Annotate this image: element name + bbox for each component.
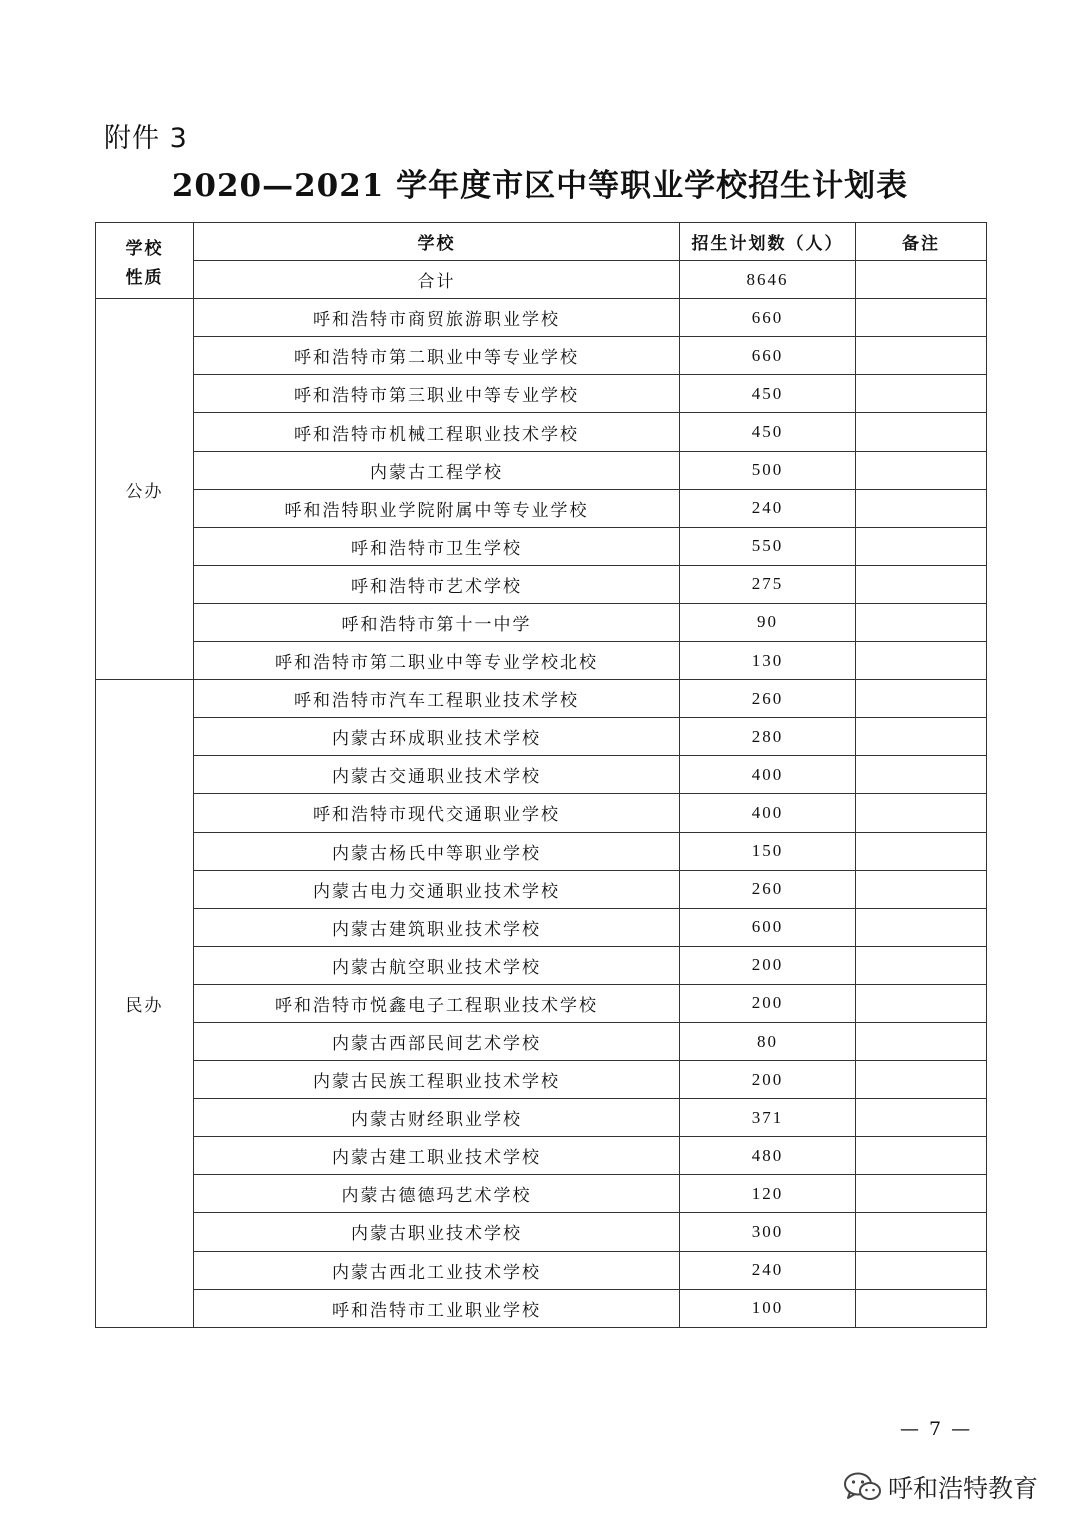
table-row: [96, 870, 987, 908]
table-row: [96, 603, 987, 641]
plan-count-cell: 500: [680, 451, 856, 489]
school-name-cell: 内蒙古西部民间艺术学校: [194, 1022, 680, 1060]
table-row: [96, 1175, 987, 1213]
table-row: [96, 946, 987, 984]
school-name-cell: 内蒙古财经职业学校: [194, 1099, 680, 1137]
remark-cell: [856, 1022, 987, 1060]
remark-cell: [856, 946, 987, 984]
plan-count-cell: 100: [680, 1289, 856, 1327]
school-name-cell: 内蒙古德德玛艺术学校: [194, 1175, 680, 1213]
school-name-cell: 内蒙古环成职业技术学校: [194, 718, 680, 756]
table-row: [96, 337, 987, 375]
table-row: [96, 756, 987, 794]
remark-cell: [856, 451, 987, 489]
school-nature-cell: 民办: [96, 680, 194, 1328]
header-plan-count: 招生计划数（人）: [680, 223, 856, 261]
school-name-cell: 内蒙古电力交通职业技术学校: [194, 870, 680, 908]
school-name-cell: 呼和浩特市现代交通职业学校: [194, 794, 680, 832]
remark-cell: [856, 1213, 987, 1251]
remark-cell: [856, 1289, 987, 1327]
school-name-cell: 内蒙古职业技术学校: [194, 1213, 680, 1251]
remark-cell: [856, 832, 987, 870]
watermark: [842, 1469, 1038, 1505]
table-row: [96, 794, 987, 832]
wechat-icon: [842, 1469, 882, 1505]
remark-cell: [856, 603, 987, 641]
plan-count-cell: 200: [680, 1061, 856, 1099]
table-row: [96, 1022, 987, 1060]
plan-count-cell: 240: [680, 489, 856, 527]
plan-count-cell: 450: [680, 413, 856, 451]
plan-count-cell: 130: [680, 642, 856, 680]
remark-cell: [856, 1099, 987, 1137]
school-name-cell: 呼和浩特市第三职业中等专业学校: [194, 375, 680, 413]
school-name-cell: 呼和浩特市艺术学校: [194, 565, 680, 603]
table-row: [96, 680, 987, 718]
header-remark: 备注: [856, 223, 987, 261]
school-name-cell: 内蒙古西北工业技术学校: [194, 1251, 680, 1289]
enrollment-plan-table: [95, 222, 987, 1328]
table-row: [96, 299, 987, 337]
plan-count-cell: 275: [680, 565, 856, 603]
table-row: [96, 832, 987, 870]
remark-cell: [856, 870, 987, 908]
plan-count-cell: 150: [680, 832, 856, 870]
plan-count-cell: 260: [680, 680, 856, 718]
table-row: [96, 642, 987, 680]
school-name-cell: 呼和浩特市商贸旅游职业学校: [194, 299, 680, 337]
plan-count-cell: 200: [680, 946, 856, 984]
page-number: — 7 —: [900, 1418, 973, 1440]
remark-cell: [856, 565, 987, 603]
total-value: 8646: [680, 261, 856, 299]
remark-cell: [856, 489, 987, 527]
plan-count-cell: 400: [680, 756, 856, 794]
plan-count-cell: 120: [680, 1175, 856, 1213]
plan-count-cell: 660: [680, 299, 856, 337]
plan-count-cell: 450: [680, 375, 856, 413]
plan-count-cell: 200: [680, 984, 856, 1022]
table-row: [96, 1213, 987, 1251]
remark-cell: [856, 299, 987, 337]
school-name-cell: 内蒙古航空职业技术学校: [194, 946, 680, 984]
school-name-cell: 内蒙古民族工程职业技术学校: [194, 1061, 680, 1099]
header-row: [96, 223, 987, 261]
table-row: [96, 527, 987, 565]
table-row: [96, 1289, 987, 1327]
school-nature-cell: 公办: [96, 299, 194, 680]
remark-cell: [856, 375, 987, 413]
table-row: [96, 1137, 987, 1175]
table-row: [96, 718, 987, 756]
table-row: [96, 984, 987, 1022]
remark-cell: [856, 680, 987, 718]
school-name-cell: 呼和浩特市机械工程职业技术学校: [194, 413, 680, 451]
school-name-cell: 呼和浩特市第十一中学: [194, 603, 680, 641]
remark-cell: [856, 984, 987, 1022]
attachment-label: 附件 3: [104, 123, 188, 154]
remark-cell: [856, 1251, 987, 1289]
plan-count-cell: 260: [680, 870, 856, 908]
school-name-cell: 内蒙古建工职业技术学校: [194, 1137, 680, 1175]
remark-cell: [856, 337, 987, 375]
plan-count-cell: 300: [680, 1213, 856, 1251]
total-row: [96, 261, 987, 299]
page-title: 2020—2021 学年度市区中等职业学校招生计划表: [171, 168, 909, 204]
school-name-cell: 呼和浩特市汽车工程职业技术学校: [194, 680, 680, 718]
table-row: [96, 1099, 987, 1137]
plan-count-cell: 550: [680, 527, 856, 565]
school-name-cell: 呼和浩特职业学院附属中等专业学校: [194, 489, 680, 527]
table-row: [96, 451, 987, 489]
table-row: [96, 908, 987, 946]
total-remark: [856, 261, 987, 299]
remark-cell: [856, 756, 987, 794]
school-name-cell: 呼和浩特市第二职业中等专业学校北校: [194, 642, 680, 680]
school-name-cell: 呼和浩特市卫生学校: [194, 527, 680, 565]
school-name-cell: 呼和浩特市悦鑫电子工程职业技术学校: [194, 984, 680, 1022]
header-school: 学校: [194, 223, 680, 261]
plan-count-cell: 400: [680, 794, 856, 832]
remark-cell: [856, 527, 987, 565]
table-row: [96, 413, 987, 451]
school-name-cell: 内蒙古交通职业技术学校: [194, 756, 680, 794]
total-label: 合计: [194, 261, 680, 299]
table-row: [96, 1061, 987, 1099]
table-row: [96, 1251, 987, 1289]
plan-count-cell: 90: [680, 603, 856, 641]
table-row: [96, 489, 987, 527]
remark-cell: [856, 1137, 987, 1175]
plan-count-cell: 600: [680, 908, 856, 946]
plan-count-cell: 371: [680, 1099, 856, 1137]
plan-count-cell: 480: [680, 1137, 856, 1175]
plan-count-cell: 280: [680, 718, 856, 756]
table-row: [96, 565, 987, 603]
remark-cell: [856, 1061, 987, 1099]
remark-cell: [856, 413, 987, 451]
table-row: [96, 375, 987, 413]
remark-cell: [856, 794, 987, 832]
school-name-cell: 内蒙古工程学校: [194, 451, 680, 489]
plan-count-cell: 660: [680, 337, 856, 375]
plan-count-cell: 240: [680, 1251, 856, 1289]
school-name-cell: 内蒙古建筑职业技术学校: [194, 908, 680, 946]
remark-cell: [856, 1175, 987, 1213]
remark-cell: [856, 718, 987, 756]
remark-cell: [856, 642, 987, 680]
school-name-cell: 呼和浩特市第二职业中等专业学校: [194, 337, 680, 375]
remark-cell: [856, 908, 987, 946]
school-name-cell: 内蒙古杨氏中等职业学校: [194, 832, 680, 870]
school-name-cell: 呼和浩特市工业职业学校: [194, 1289, 680, 1327]
plan-count-cell: 80: [680, 1022, 856, 1060]
watermark-text: 呼和浩特教育: [888, 1474, 1039, 1503]
header-school-nature: 学校 性质: [96, 223, 194, 299]
